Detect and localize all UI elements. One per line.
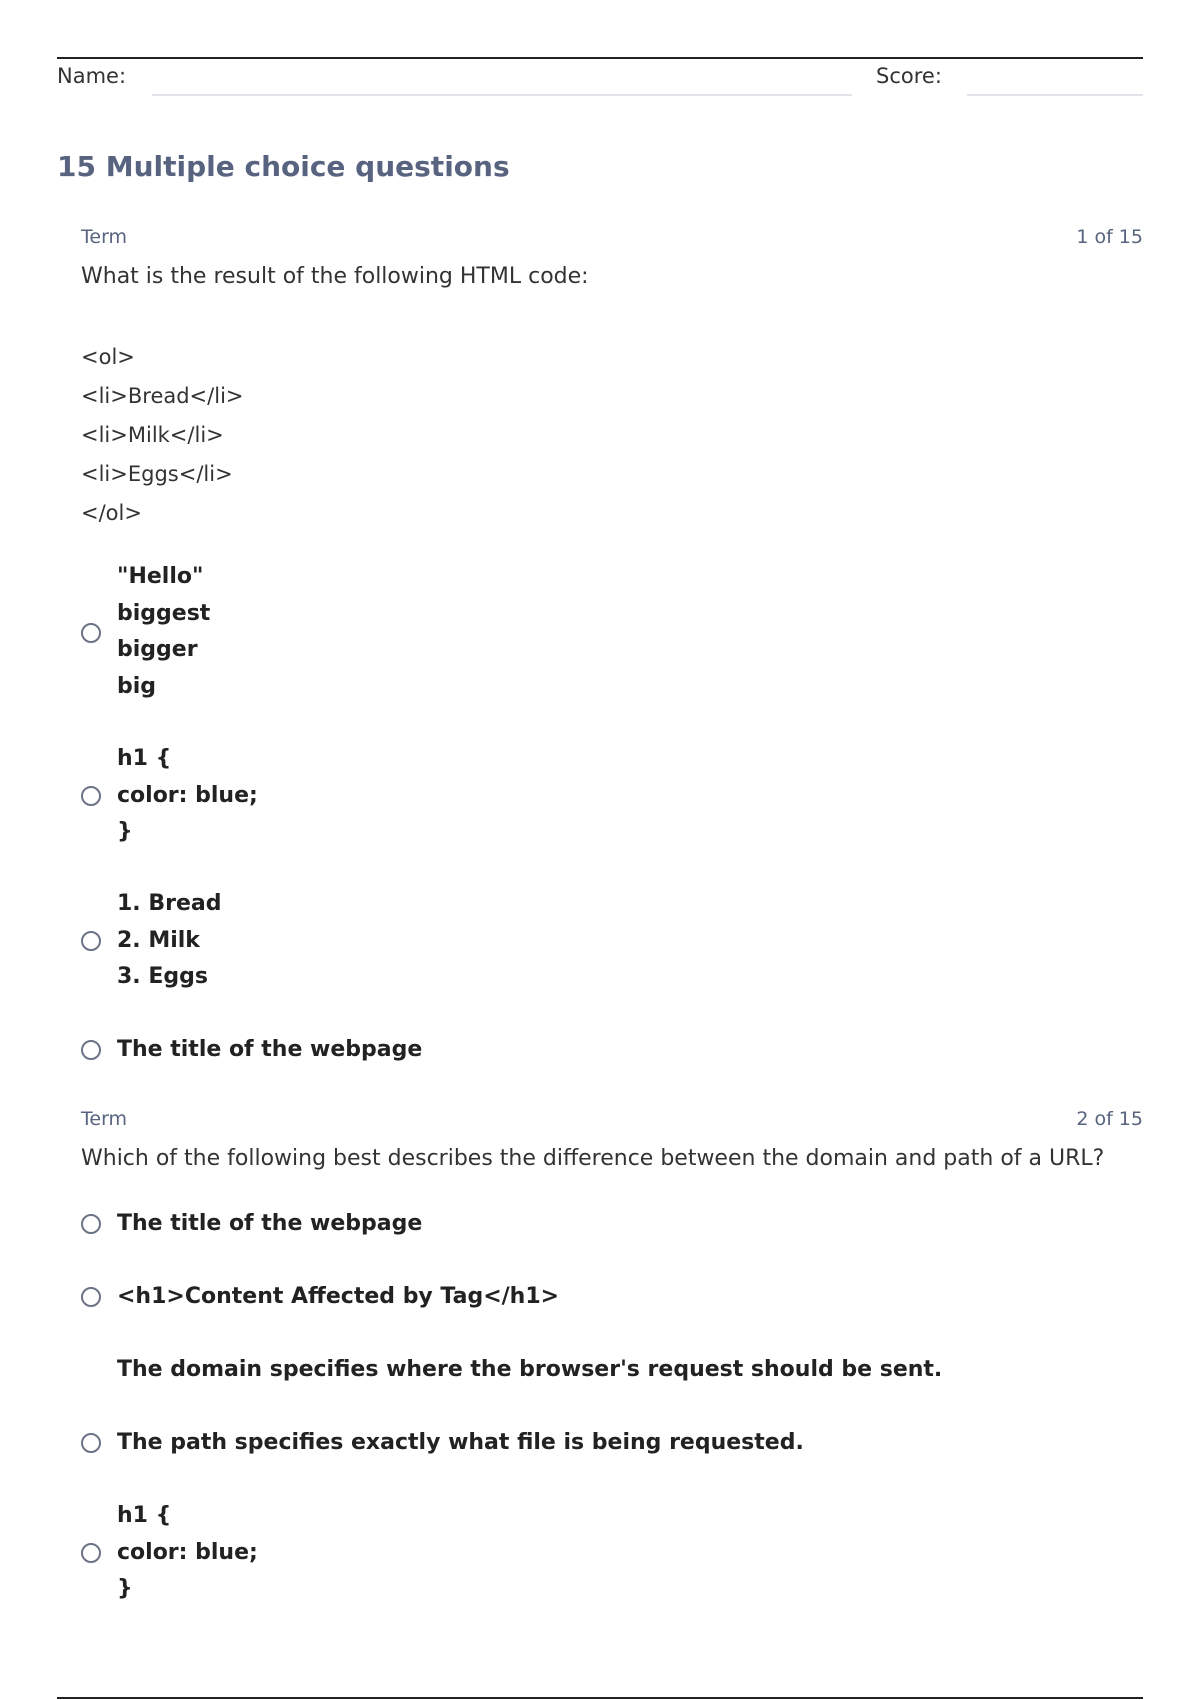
radio-button[interactable] — [81, 1287, 101, 1307]
code-line: </ol> — [81, 501, 142, 525]
code-snippet — [81, 338, 244, 533]
bottom-rule — [57, 1697, 1143, 1699]
option-text: The domain specifies where the browser's request should be sent. The path specifies exactly what file is being requested. — [117, 1357, 943, 1455]
score-label: Score: — [876, 64, 942, 88]
radio-button[interactable] — [81, 1433, 101, 1453]
code-line: <li>Eggs</li> — [81, 462, 233, 486]
radio-button[interactable] — [81, 1214, 101, 1234]
term-label: Term — [81, 1108, 128, 1130]
score-field[interactable] — [967, 94, 1143, 96]
option-text: <h1>Content Affected by Tag</h1> — [117, 1284, 560, 1309]
name-field[interactable] — [152, 94, 852, 96]
option-text: "Hello" biggest bigger big — [117, 564, 211, 699]
radio-button[interactable] — [81, 931, 101, 951]
radio-button[interactable] — [81, 786, 101, 806]
option-text: The title of the webpage — [117, 1211, 423, 1236]
question-prompt: What is the result of the following HTML code: — [81, 264, 589, 289]
code-line: <li>Milk</li> — [81, 423, 224, 447]
question-counter: 1 of 15 — [1076, 226, 1143, 248]
radio-button[interactable] — [81, 1543, 101, 1563]
option-text: h1 { color: blue; } — [117, 1503, 258, 1601]
question-prompt: Which of the following best describes the difference between the domain and path of a URL? — [81, 1146, 1105, 1171]
question-counter: 2 of 15 — [1076, 1108, 1143, 1130]
worksheet-header — [57, 64, 1143, 104]
radio-button[interactable] — [81, 1040, 101, 1060]
radio-button[interactable] — [81, 623, 101, 643]
name-label: Name: — [57, 64, 127, 88]
code-line: <li>Bread</li> — [81, 384, 244, 408]
code-line: <ol> — [81, 345, 135, 369]
option-text: h1 { color: blue; } — [117, 746, 258, 844]
section-title: 15 Multiple choice questions — [57, 150, 510, 183]
option-text: 1. Bread 2. Milk 3. Eggs — [117, 891, 222, 989]
option-text: The title of the webpage — [117, 1037, 423, 1062]
term-label: Term — [81, 226, 128, 248]
top-rule — [57, 57, 1143, 59]
